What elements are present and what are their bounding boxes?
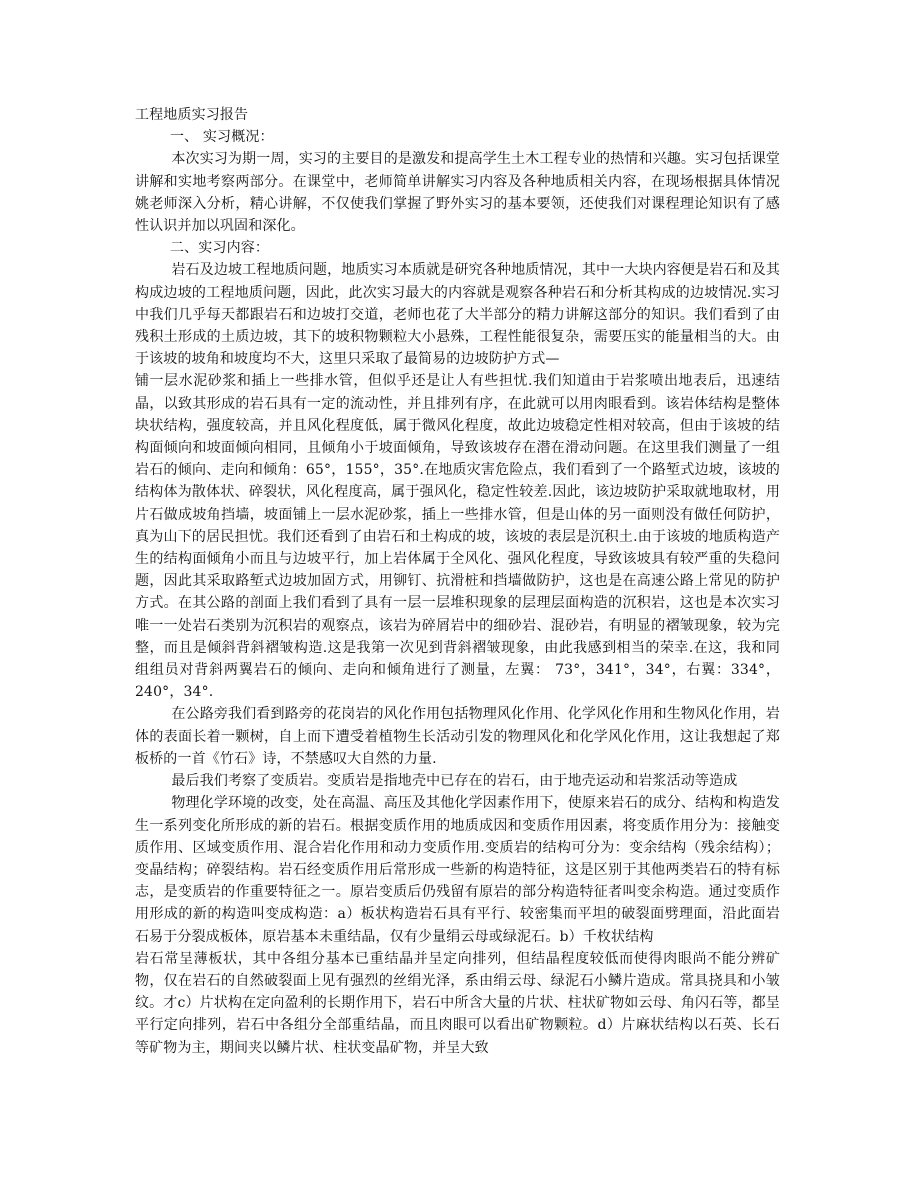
document-body	[135, 104, 780, 1059]
section-heading-overview: 一、 实习概况：	[170, 129, 274, 146]
paragraph-metamorphic-intro: 最后我们考察了变质岩。变质岩是指地壳中已存在的岩石，由于地壳运动和岩浆活动等造成	[171, 773, 738, 790]
paragraph-slope-observations: 铺一层水泥砂浆和插上一些排水管，但似乎还是让人有些担忧.我们知道由于岩浆喷出地表后，迅速结晶，以致其形成的岩石具有一定的流动性，并且排列有序，在此就可以用肉眼看到。该岩体结构是整体块状结构，强度较高，并且风化程度低，属于微风化程度，故此边坡稳定性相对较高，但由于该坡的结构面倾向和坡面倾向相同，且倾角小于坡面倾角，导致该坡存在潜在滑动问题。在这里我们测量了一组岩石的倾向、走向和倾角：65°，155°，35°.在地质灾害危险点，我们看到了一个路堑式边坡，该坡的结构体为散体状、碎裂状，风化程度高，属于强风化，稳定性较差.因此，该边坡防护采取就地取材，用片石做成坡角挡墙，坡面铺上一层水泥砂浆，插上一些排水管，但是山体的另一面则没有做任何防护，真为山下的居民担忧。我们还看到了由岩石和土构成的坡，该坡的表层是沉积土.由于该坡的地质构造产生的结构面倾角小而且与边坡平行，加上岩体属于全风化、强风化程度，导致该坡具有较严重的失稳问题，因此其采取路堑式边坡加固方式，用铆钉、抗滑桩和挡墙做防护，这也是在高速公路上常见的防护方式。在其公路的剖面上我们看到了具有一层一层堆积现象的层理层面构造的沉积岩，这也是本次实习唯一一处岩石类别为沉积岩的观察点，该岩为碎屑岩中的细砂岩、混砂岩，有明显的褶皱现象，较为完整，而且是倾斜背斜褶皱构造.这是我第一次见到背斜褶皱现象，由此我感到相当的荣幸.在这，我和同组组员对背斜两翼岩石的倾向、走向和倾角进行了测量，左翼： 73°，341°，34°，右翼：334°，240°，34°.	[135, 373, 780, 701]
section-heading-content: 二、实习内容：	[170, 240, 270, 257]
paragraph-metamorphic-structure: 物理化学环境的改变，处在高温、高压及其他化学因素作用下，使原来岩石的成分、结构和构造发生一系列变化所形成的新的岩石。根据变质作用的地质成因和变质作用因素，将变质作用分为：接触变质作用、区域变质作用、混合岩化作用和动力变质作用.变质岩的结构可分为：变余结构（残余结构）；变晶结构；碎裂结构。岩石经变质作用后常形成一些新的构造特征，这是区别于其他两类岩石的特有标志，是变质岩的作重要特征之一。原岩变质后仍残留有原岩的部分构造特征者叫变余构造。通过变质作用形成的新的构造叫变成构造：a）板状构造岩石具有平行、较密集而平坦的破裂面劈理面，沿此面岩石易于分裂成板体，原岩基本未重结晶，仅有少量绢云母或绿泥石。b）千枚状结构	[135, 795, 780, 945]
paragraph-metamorphic-textures: 岩石常呈薄板状，其中各组分基本已重结晶并呈定向排列，但结晶程度较低而使得肉眼尚不能分辨矿物，仅在岩石的自然破裂面上见有强烈的丝绢光泽，系由绢云母、绿泥石小鳞片造成。常具挠具和小皱纹。才c）片状构在定向盈利的长期作用下，岩石中所含大量的片状、柱状矿物如云母、角闪石等，都呈平行定向排列，岩石中各组分全部重结晶，而且肉眼可以看出矿物颗粒。d）片麻状结构以石英、长石等矿物为主，期间夹以鳞片状、柱状变晶矿物，并呈大致	[135, 950, 780, 1056]
paragraph-slope-problems: 岩石及边坡工程地质问题，地质实习本质就是研究各种地质情况，其中一大块内容便是岩石和及其构成边坡的工程地质问题，因此，此次实习最大的内容就是观察各种岩石和分析其构成的边坡情况.实习中我们几乎每天都跟岩石和边坡打交道，老师也花了大半部分的精力讲解这部分的知识。我们看到了由残积土形成的土质边坡，其下的坡积物颗粒大小悬殊，工程性能很复杂，需要压实的能量相当的大。由于该坡的坡角和坡度均不大，这里只采取了最简易的边坡防护方式—	[135, 262, 780, 368]
paragraph-weathering: 在公路旁我们看到路旁的花岗岩的风化作用包括物理风化作用、化学风化作用和生物风化作用，岩体的表面长着一颗树，自上而下遭受着植物生长活动引发的物理风化和化学风化作用，这让我想起了郑板桥的一首《竹石》诗，不禁感叹大自然的力量.	[135, 706, 780, 767]
document-title: 工程地质实习报告	[135, 107, 249, 123]
paragraph-overview: 本次实习为期一周，实习的主要目的是激发和提高学生土木工程专业的热情和兴趣。实习包括课堂讲解和实地考察两部分。在课堂中，老师简单讲解实习内容及各种地质相关内容，在现场根据具体情况姚老师深入分析，精心讲解，不仅使我们掌握了野外实习的基本要领，还使我们对课程理论知识有了感性认识并加以巩固和深化。	[135, 151, 780, 235]
